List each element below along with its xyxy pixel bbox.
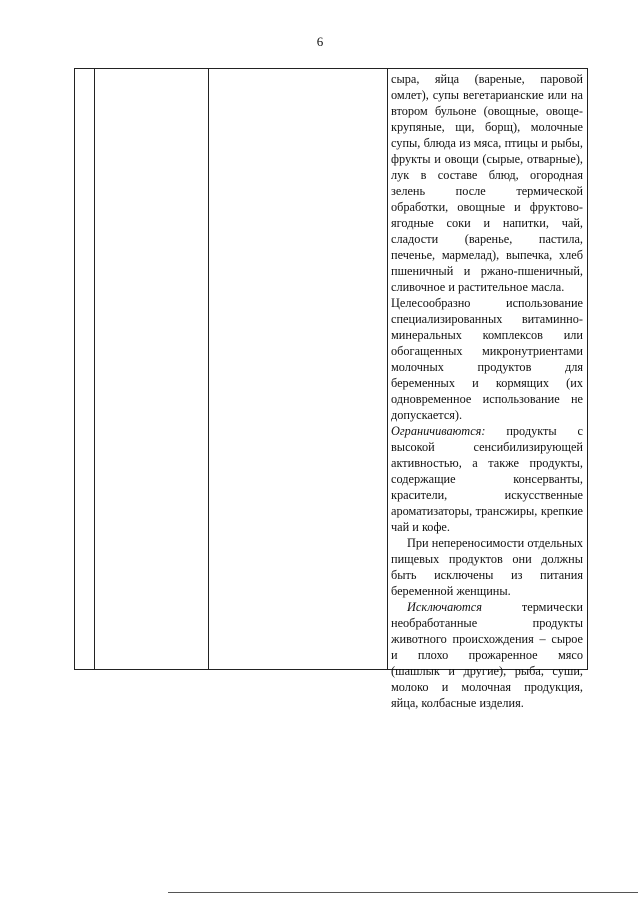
restricted-text: продукты с высокой сенсибилизирующей активностью, а также продукты, содержащие консерванты, красители, искусственные ароматизаторы, трансжиры, крепкие чай и кофе. — [391, 424, 583, 534]
diet-recommendations-cell — [391, 71, 583, 711]
column-divider — [387, 69, 388, 669]
column-divider — [208, 69, 209, 669]
excluded-label: Исключаются — [407, 600, 482, 614]
vitamin-complex-paragraph: Целесообразно использование специализированных витаминно-минеральных комплексов или обогащенных микронутриентами молочных продуктов для беременных и кормящих (их одновременное использование не допускается). — [391, 296, 583, 422]
excluded-text: термически необработанные продукты животного происхождения – сырое и плохо прожаренное мясо (шашлык и другие), рыба, суши, молоко и молочная продукция, яйца, колбасные изделия. — [391, 600, 583, 710]
column-divider — [94, 69, 95, 669]
restricted-foods-paragraph — [391, 423, 583, 535]
page-bottom-rule — [168, 892, 638, 893]
restricted-label: Ограничиваются: — [391, 424, 486, 438]
page-number: 6 — [316, 34, 324, 49]
excluded-foods-paragraph — [391, 599, 583, 711]
diet-table — [74, 68, 588, 710]
allowed-foods-paragraph: сыра, яйца (вареные, паровой омлет), супы вегетарианские или на втором бульоне (овощные, овоще-крупяные, щи, борщ), молочные супы, блюда из мяса, птицы и рыбы, фрукты и овощи (сырые, отварные), лук в составе блюд, огородная зелень после термической обработки, овощные и фруктово-ягодные соки и напитки, чай, сладости (варенье, пастила, печенье, мармелад), выпечка, хлеб пшеничный и ржано-пшеничный, сливочное и растительное масла. — [391, 72, 583, 294]
intolerance-paragraph: При непереносимости отдельных пищевых продуктов они должны быть исключены из питания беременной женщины. — [391, 536, 583, 598]
